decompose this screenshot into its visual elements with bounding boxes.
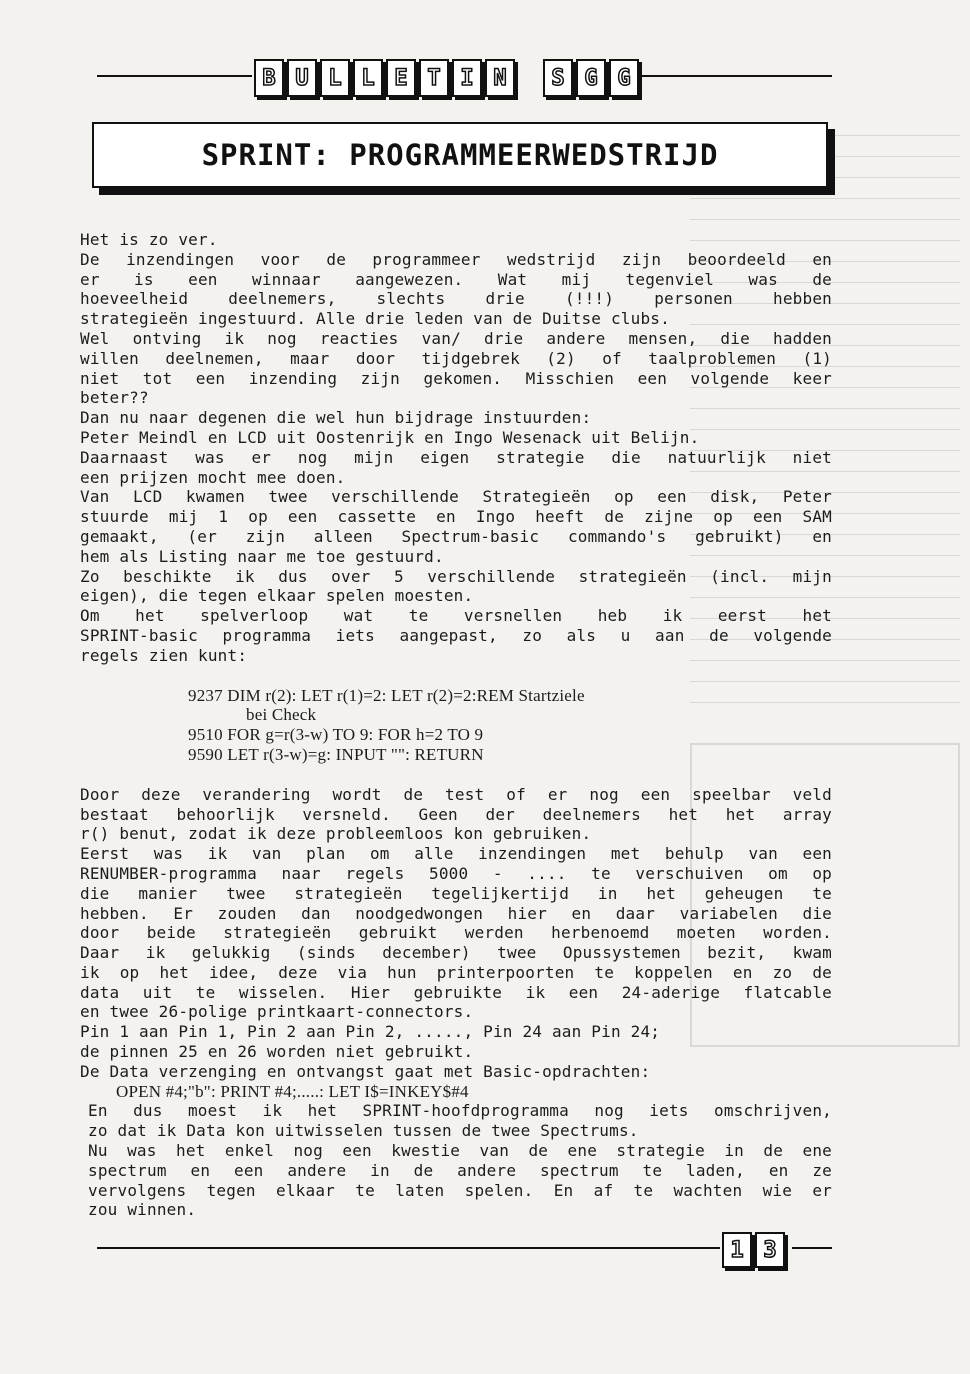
code-line: 9590 LET r(3-w)=g: INPUT "": RETURN [188, 744, 484, 764]
masthead-letter: T [419, 59, 449, 97]
masthead-letter: B [254, 59, 284, 97]
masthead-rule-left [97, 75, 252, 77]
text-line: SPRINT-basic programma iets aangepast, zo als u aan de volgende [80, 625, 832, 645]
text-line: spectrum en een andere in de andere spectrum te laden, en ze [88, 1160, 832, 1180]
text-line: Pin 1 aan Pin 1, Pin 2 aan Pin 2, ....., Pin 24 aan Pin 24; [80, 1022, 661, 1042]
text-line: de pinnen 25 en 26 worden niet gebruikt. [80, 1042, 474, 1062]
text-line: en twee 26-polige printkaart-connectors. [80, 1002, 474, 1022]
code-line: 9510 FOR g=r(3-w) TO 9: FOR h=2 TO 9 [188, 725, 484, 745]
text-line: hem als Listing naar me toe gestuurd. [80, 546, 444, 566]
text-line: niet tot een inzending zijn gekomen. Misschien een volgende keer [80, 368, 832, 388]
paragraph-group-1 [80, 230, 832, 666]
text-line: De Data verzenging en ontvangst gaat met Basic-opdrachten: [80, 1061, 651, 1081]
text-line: De inzendingen voor de programmeer wedstrijd zijn beoordeeld en [80, 249, 832, 269]
article-body [80, 230, 832, 1220]
text-line: hoeveelheid deelnemers, slechts drie (!!!) personen hebben [80, 289, 832, 309]
footer-rule [97, 1247, 720, 1249]
text-line: Daarnaast was er nog mijn eigen strategie die natuurlijk niet [80, 447, 832, 467]
text-line: regels zien kunt: [80, 645, 248, 665]
masthead-letter: N [485, 59, 515, 97]
page-number-digit: 3 [755, 1232, 785, 1268]
text-line: vervolgens tegen elkaar te laten spelen. En af te wachten wie er [88, 1180, 832, 1200]
text-line: Peter Meindl en LCD uit Oostenrijk en Ingo Wesenack uit Belijn. [80, 427, 700, 447]
text-line: Eerst was ik van plan om alle inzendingen met behulp van een [80, 844, 832, 864]
text-line: eigen), die tegen elkaar spelen moesten. [80, 586, 474, 606]
code-listing [80, 686, 832, 765]
text-line: Het is zo ver. [80, 230, 218, 249]
text-line: beter?? [80, 388, 149, 408]
masthead-letter: I [452, 59, 482, 97]
page-number-digit: 1 [722, 1232, 752, 1268]
text-line: Van LCD kwamen twee verschillende Strategieën op een disk, Peter [80, 487, 832, 507]
masthead-letter: S [543, 59, 573, 97]
text-line: Door deze verandering wordt de test of er nog een speelbar veld [80, 784, 832, 804]
text-line: En dus moest ik het SPRINT-hoofdprogramma nog iets omschrijven, [88, 1101, 832, 1121]
text-line: er is een winnaar aangewezen. Wat mij tegenviel was de [80, 269, 832, 289]
masthead-letter: L [320, 59, 350, 97]
footer-rule-right [792, 1247, 832, 1249]
text-line: bestaat behoorlijk versneld. Geen der deelnemers het het array [80, 804, 832, 824]
text-line: Nu was het enkel nog een kwestie van de ene strategie in de ene [88, 1141, 832, 1161]
masthead-bulletin-sgg [254, 58, 639, 98]
text-line: ik op het idee, deze via hun printerpoorten te koppelen en zo de [80, 962, 832, 982]
masthead-rule-right [640, 75, 832, 77]
text-line: door beide strategieën gebruikt werden herbenoemd moeten worden. [80, 923, 832, 943]
text-line: hebben. Er zouden dan noodgedwongen hier en daar variabelen die [80, 903, 832, 923]
paragraph-group-2 [80, 785, 832, 1082]
text-line: Daar ik gelukkig (sinds december) twee Opussystemen bezit, kwam [80, 943, 832, 963]
text-line: een prijzen mocht mee doen. [80, 467, 346, 487]
article-title: SPRINT: PROGRAMMEERWEDSTRIJD [201, 138, 719, 172]
text-line: RENUMBER-programma naar regels 5000 - .... te verschuiven om op [80, 863, 832, 883]
masthead-letter: G [609, 59, 639, 97]
text-line: Zo beschikte ik dus over 5 verschillende strategieën (incl. mijn [80, 566, 832, 586]
paragraph-group-3 [80, 1101, 832, 1220]
basic-command-line: OPEN #4;"b": PRINT #4;.....: LET I$=INKEY$#4 [116, 1081, 469, 1101]
text-line: willen deelnemen, maar door tijdgebrek (2) of taalproblemen (1) [80, 348, 832, 368]
text-line: die manier twee strategieën tegelijkertijd in het geheugen te [80, 883, 832, 903]
code-line: 9237 DIM r(2): LET r(1)=2: LET r(2)=2:REM Startziele [188, 685, 585, 705]
masthead-letter: U [287, 59, 317, 97]
text-line: strategieën ingestuurd. Alle drie leden van de Duitse clubs. [80, 309, 670, 329]
code-line: bei Check [246, 705, 317, 725]
text-line: Om het spelverloop wat te versnellen heb ik eerst het [80, 606, 832, 626]
text-line: Wel ontving ik nog reacties van/ drie andere mensen, die hadden [80, 328, 832, 348]
text-line: r() benut, zodat ik deze probleemloos kon gebruiken. [80, 824, 592, 844]
text-line: data uit te wisselen. Hier gebruikte ik een 24-aderige flatcable [80, 982, 832, 1002]
article-title-box [92, 122, 828, 188]
page-number [722, 1232, 785, 1268]
masthead-letter: L [353, 59, 383, 97]
text-line: stuurde mij 1 op een cassette en Ingo heeft de zijne op een SAM [80, 507, 832, 527]
masthead-letter: G [576, 59, 606, 97]
text-line: zo dat ik Data kon uitwisselen tussen de twee Spectrums. [88, 1121, 639, 1141]
text-line: gemaakt, (er zijn alleen Spectrum-basic commando's gebruikt) en [80, 526, 832, 546]
text-line: Dan nu naar degenen die wel hun bijdrage instuurden: [80, 408, 592, 428]
text-line: zou winnen. [88, 1200, 197, 1220]
masthead-letter: E [386, 59, 416, 97]
